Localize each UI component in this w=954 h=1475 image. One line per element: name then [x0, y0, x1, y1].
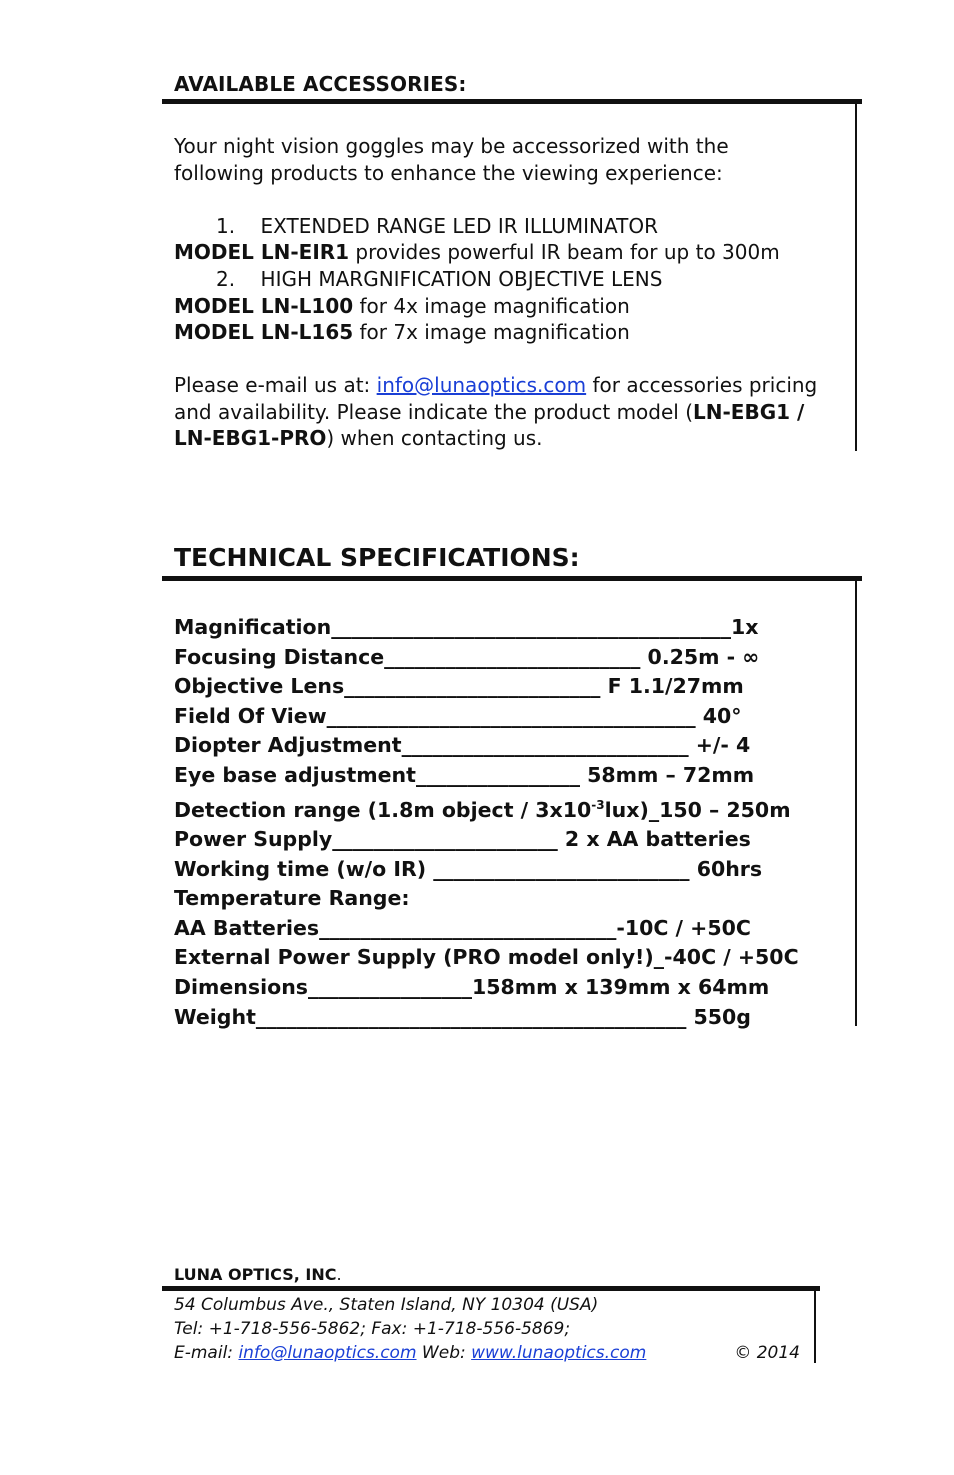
- footer-web-line: [174, 1341, 800, 1365]
- accessory-model-line: [174, 239, 780, 266]
- model-name: MODEL LN-EIR1: [174, 240, 350, 264]
- spec-row: AA Batteries_____________________________-10C / +50C: [174, 915, 751, 940]
- item-number: 2.: [216, 267, 236, 291]
- footer-web-link[interactable]: www.lunaoptics.com: [471, 1343, 647, 1363]
- contact-mid: for accessories pricing and availability. Please indicate the product model (: [174, 373, 818, 424]
- accessories-heading: AVAILABLE ACCESSORIES:: [174, 72, 467, 96]
- accessories-intro: Your night vision goggles may be accessorized with the following products to enhance the viewing experience:: [174, 134, 729, 185]
- contact-email-link[interactable]: info@lunaoptics.com: [376, 373, 587, 397]
- specs-table: [174, 613, 814, 1032]
- spec-row: Magnification_______________________________________1x: [174, 615, 759, 639]
- detection-after: lux)_150 – 250m: [604, 797, 791, 822]
- footer-contact: [174, 1293, 800, 1365]
- model-desc: for 4x image magnification: [353, 294, 630, 318]
- specs-top-rule: [162, 576, 862, 581]
- footer-address: 54 Columbus Ave., Staten Island, NY 10304 (USA): [174, 1295, 599, 1315]
- spec-row: Power Supply______________________ 2 x AA batteries: [174, 826, 751, 851]
- company-dot: .: [336, 1265, 342, 1284]
- model-name: MODEL LN-L100: [174, 294, 354, 318]
- accessory-model-line: [174, 293, 630, 320]
- footer-phone: Tel: +1-718-556-5862; Fax: +1-718-556-5869;: [174, 1319, 571, 1339]
- footer-copyright: © 2014: [734, 1343, 800, 1363]
- spec-row: Diopter Adjustment____________________________ +/- 4: [174, 733, 751, 758]
- item-number: 1.: [216, 214, 236, 238]
- specs-right-rule: [855, 576, 857, 1026]
- item-title: HIGH MARGNIFICATION OBJECTIVE LENS: [260, 267, 663, 291]
- contact-suffix: ) when contacting us.: [326, 426, 543, 450]
- item-title: EXTENDED RANGE LED IR ILLUMINATOR: [260, 214, 658, 238]
- footer-company: [174, 1265, 342, 1284]
- spec-row: Eye base adjustment________________ 58mm – 72mm: [174, 762, 755, 787]
- spec-row: Field Of View____________________________________ 40°: [174, 703, 742, 728]
- detection-exponent: -3: [591, 797, 605, 812]
- accessory-item-2: [216, 266, 662, 293]
- spec-row: Working time (w/o IR) _________________________ 60hrs: [174, 856, 763, 881]
- footer-right-rule: [814, 1286, 816, 1363]
- model-desc: provides powerful IR beam for up to 300m: [349, 240, 780, 264]
- spec-row: Objective Lens_________________________ F 1.1/27mm: [174, 674, 744, 699]
- spec-row: Temperature Range:: [174, 886, 410, 911]
- web-label: Web:: [416, 1343, 472, 1363]
- accessories-contact: [174, 372, 846, 452]
- spec-row: Weight__________________________________________ 550g: [174, 1004, 751, 1029]
- contact-models: LN-EBG1 / LN-EBG1-PRO: [174, 399, 805, 450]
- model-desc: for 7x image magnification: [353, 320, 630, 344]
- footer-top-rule: [162, 1286, 820, 1291]
- company-name: LUNA OPTICS, INC: [174, 1265, 337, 1284]
- specs-heading: TECHNICAL SPECIFICATIONS:: [174, 543, 580, 572]
- footer-email-link[interactable]: info@lunaoptics.com: [238, 1343, 417, 1363]
- spec-row-detection: [174, 791, 814, 825]
- spec-row: Dimensions________________158mm x 139mm x 64mm: [174, 974, 770, 999]
- model-name: MODEL LN-L165: [174, 320, 354, 344]
- accessories-top-rule: [162, 99, 862, 104]
- accessories-right-rule: [855, 99, 857, 451]
- detection-before: Detection range (1.8m object / 3x10: [174, 797, 592, 822]
- contact-prefix: Please e-mail us at:: [174, 373, 377, 397]
- spec-row: External Power Supply (PRO model only!)_-40C / +50C: [174, 945, 799, 970]
- accessory-item-1: [216, 213, 658, 240]
- spec-row: Focusing Distance_________________________ 0.25m - ∞: [174, 644, 760, 669]
- accessory-model-line: [174, 319, 630, 346]
- email-label: E-mail:: [174, 1343, 239, 1363]
